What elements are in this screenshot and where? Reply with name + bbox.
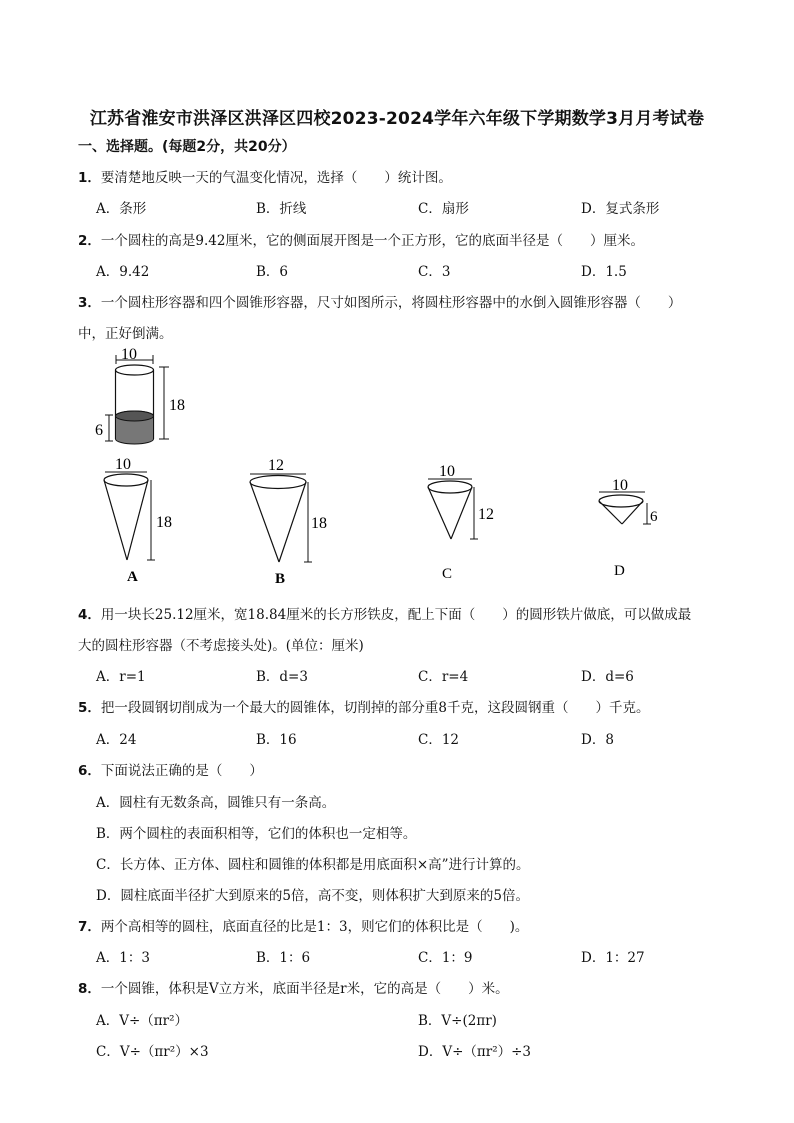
option-d[interactable]: D．d=6	[581, 669, 634, 685]
question-5	[78, 696, 650, 716]
question-number: 4．	[78, 607, 101, 623]
option-c[interactable]: C．扇形	[418, 201, 469, 217]
option-a[interactable]: A．24	[96, 732, 137, 748]
option-c[interactable]: C．3	[418, 264, 451, 280]
option-d[interactable]: D．8	[581, 732, 614, 748]
question-number: 1．	[78, 170, 101, 186]
cylinder-diagram	[95, 346, 185, 444]
cone-b-height: 18	[311, 515, 327, 532]
option-b[interactable]: B．1：6	[256, 950, 311, 966]
cone-c	[428, 463, 494, 582]
option-a[interactable]: A．V÷（πr²）	[96, 1013, 189, 1029]
cylinder-height-label: 18	[169, 397, 185, 414]
option-b[interactable]: B．折线	[256, 201, 307, 217]
cone-d-height: 6	[650, 509, 658, 525]
question-number: 3．	[78, 295, 101, 311]
question-7	[78, 915, 528, 935]
question-text: 下面说法正确的是（ ）	[100, 763, 263, 779]
cone-d-diameter: 10	[612, 477, 628, 494]
question-number: 5．	[78, 700, 101, 716]
containers-figure	[85, 343, 705, 593]
question-number: 7．	[78, 919, 101, 935]
option-d[interactable]: D．复式条形	[581, 201, 660, 217]
option-d[interactable]: D．圆柱底面半径扩大到原来的5倍，高不变，则体积扩大到原来的5倍。	[96, 888, 530, 904]
option-a[interactable]: A．圆柱有无数条高，圆锥只有一条高。	[96, 795, 336, 811]
option-c[interactable]: C．长方体、正方体、圆柱和圆锥的体积都是用底面积×高”进行计算的。	[96, 857, 530, 873]
option-d[interactable]: D．1：27	[581, 950, 645, 966]
option-d[interactable]: D．1.5	[581, 264, 627, 280]
cone-b-diameter: 12	[268, 457, 284, 474]
question-text: 两个高相等的圆柱，底面直径的比是1：3，则它们的体积比是（ )。	[100, 919, 529, 935]
cone-c-diameter: 10	[439, 463, 455, 480]
question-8	[78, 977, 509, 997]
question-3	[78, 291, 681, 311]
cone-b-label: B	[275, 571, 286, 587]
option-b[interactable]: B．6	[256, 264, 289, 280]
question-3-continued: 中，正好倒满。	[78, 326, 173, 342]
option-b[interactable]: B．16	[256, 732, 297, 748]
question-number: 2．	[78, 233, 101, 249]
option-a[interactable]: A．9.42	[96, 264, 150, 280]
option-a[interactable]: A．1：3	[96, 950, 150, 966]
question-text: 一个圆柱的高是9.42厘米，它的侧面展开图是一个正方形，它的底面半径是（ ）厘米。	[100, 233, 644, 249]
option-a[interactable]: A．r=1	[96, 669, 146, 685]
option-d[interactable]: D．V÷（πr²）÷3	[418, 1044, 532, 1060]
question-6	[78, 759, 263, 779]
question-text: 用一块长25.12厘米，宽18.84厘米的长方形铁皮，配上下面（ ）的圆形铁片做底，可以做成最	[100, 607, 692, 623]
cylinder-diameter-label: 10	[121, 346, 137, 363]
option-c[interactable]: C．1：9	[418, 950, 473, 966]
question-text: 要清楚地反映一天的气温变化情况，选择（ ）统计图。	[100, 170, 452, 186]
cone-d	[599, 477, 658, 579]
question-text: 一个圆柱形容器和四个圆锥形容器，尺寸如图所示，将圆柱形容器中的水倒入圆锥形容器（ ）	[100, 295, 682, 311]
question-text: 把一段圆钢切削成为一个最大的圆锥体，切削掉的部分重8千克，这段圆钢重（ ）千克。	[100, 700, 650, 716]
question-text: 一个圆锥，体积是V立方米，底面半径是r米，它的高是（ ）米。	[100, 981, 509, 997]
cone-a	[104, 456, 172, 585]
cone-a-diameter: 10	[115, 456, 131, 473]
question-4	[78, 603, 691, 623]
cone-a-label: A	[127, 569, 138, 585]
cone-c-label: C	[442, 566, 453, 582]
option-a[interactable]: A．条形	[96, 201, 147, 217]
option-b[interactable]: B．d=3	[256, 669, 308, 685]
page-title: 江苏省淮安市洪泽区洪泽区四校2023-2024学年六年级下学期数学3月月考试卷	[89, 109, 705, 129]
option-b[interactable]: B．两个圆柱的表面积相等，它们的体积也一定相等。	[96, 826, 417, 842]
question-4-continued: 大的圆柱形容器（不考虑接头处)。(单位：厘米)	[78, 638, 364, 654]
option-c[interactable]: C．V÷（πr²）×3	[96, 1044, 209, 1060]
cone-d-label: D	[614, 563, 625, 579]
cone-c-height: 12	[478, 506, 494, 523]
question-1	[78, 166, 452, 186]
option-b[interactable]: B．V÷(2πr)	[418, 1013, 497, 1029]
question-number: 6．	[78, 763, 101, 779]
cone-a-height: 18	[156, 514, 172, 531]
option-c[interactable]: C．r=4	[418, 669, 469, 685]
cone-b	[250, 457, 327, 587]
question-2	[78, 229, 644, 249]
section-heading: 一、选择题。(每题2分，共20分）	[78, 139, 296, 155]
water-height-label: 6	[95, 422, 103, 439]
option-c[interactable]: C．12	[418, 732, 460, 748]
question-number: 8．	[78, 981, 101, 997]
